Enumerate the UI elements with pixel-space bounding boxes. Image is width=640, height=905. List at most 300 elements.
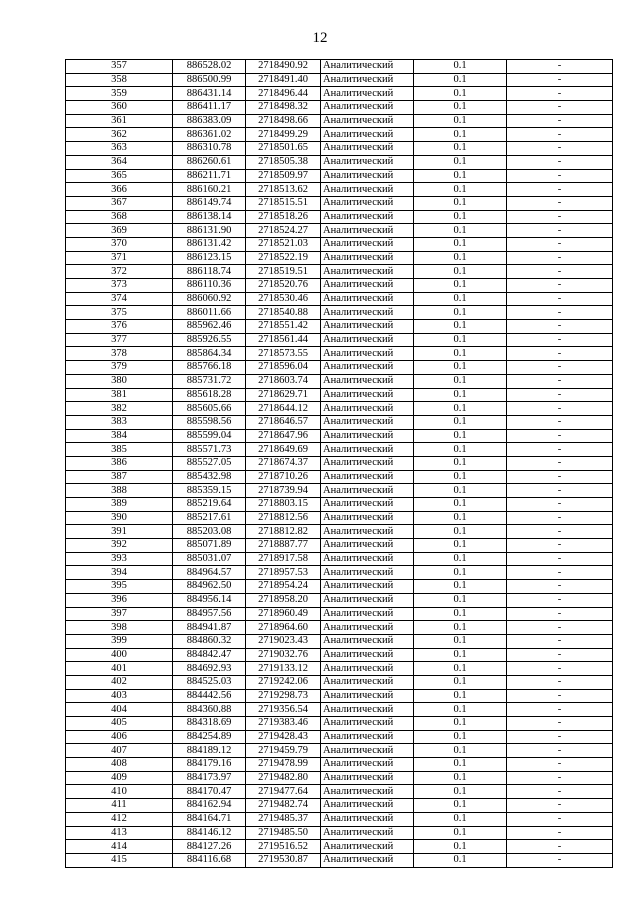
accuracy-cell: 0.1 xyxy=(414,785,507,799)
table-row xyxy=(66,142,613,156)
table-row xyxy=(66,498,613,512)
note-cell: - xyxy=(507,607,613,621)
accuracy-cell: 0.1 xyxy=(414,511,507,525)
note-cell: - xyxy=(507,826,613,840)
method-cell: Аналитический xyxy=(321,347,414,361)
table-row xyxy=(66,279,613,293)
x-coordinate-cell: 885071.89 xyxy=(173,539,246,553)
point-number-cell: 369 xyxy=(66,224,173,238)
y-coordinate-cell: 2719023.43 xyxy=(246,634,321,648)
accuracy-cell: 0.1 xyxy=(414,374,507,388)
y-coordinate-cell: 2719482.80 xyxy=(246,771,321,785)
method-cell: Аналитический xyxy=(321,634,414,648)
method-cell: Аналитический xyxy=(321,114,414,128)
point-number-cell: 366 xyxy=(66,183,173,197)
method-cell: Аналитический xyxy=(321,456,414,470)
point-number-cell: 360 xyxy=(66,101,173,115)
note-cell: - xyxy=(507,60,613,74)
x-coordinate-cell: 886160.21 xyxy=(173,183,246,197)
method-cell: Аналитический xyxy=(321,374,414,388)
note-cell: - xyxy=(507,142,613,156)
accuracy-cell: 0.1 xyxy=(414,840,507,854)
note-cell: - xyxy=(507,169,613,183)
point-number-cell: 403 xyxy=(66,689,173,703)
method-cell: Аналитический xyxy=(321,689,414,703)
method-cell: Аналитический xyxy=(321,183,414,197)
method-cell: Аналитический xyxy=(321,662,414,676)
accuracy-cell: 0.1 xyxy=(414,155,507,169)
method-cell: Аналитический xyxy=(321,292,414,306)
y-coordinate-cell: 2719356.54 xyxy=(246,703,321,717)
y-coordinate-cell: 2719133.12 xyxy=(246,662,321,676)
point-number-cell: 410 xyxy=(66,785,173,799)
note-cell: - xyxy=(507,771,613,785)
x-coordinate-cell: 884164.71 xyxy=(173,812,246,826)
method-cell: Аналитический xyxy=(321,196,414,210)
table-row xyxy=(66,470,613,484)
note-cell: - xyxy=(507,785,613,799)
accuracy-cell: 0.1 xyxy=(414,799,507,813)
method-cell: Аналитический xyxy=(321,511,414,525)
table-row xyxy=(66,799,613,813)
accuracy-cell: 0.1 xyxy=(414,60,507,74)
point-number-cell: 388 xyxy=(66,484,173,498)
point-number-cell: 408 xyxy=(66,758,173,772)
accuracy-cell: 0.1 xyxy=(414,402,507,416)
point-number-cell: 382 xyxy=(66,402,173,416)
accuracy-cell: 0.1 xyxy=(414,169,507,183)
x-coordinate-cell: 885605.66 xyxy=(173,402,246,416)
x-coordinate-cell: 885766.18 xyxy=(173,361,246,375)
point-number-cell: 359 xyxy=(66,87,173,101)
method-cell: Аналитический xyxy=(321,621,414,635)
x-coordinate-cell: 886131.42 xyxy=(173,237,246,251)
y-coordinate-cell: 2719032.76 xyxy=(246,648,321,662)
accuracy-cell: 0.1 xyxy=(414,662,507,676)
y-coordinate-cell: 2718629.71 xyxy=(246,388,321,402)
accuracy-cell: 0.1 xyxy=(414,320,507,334)
note-cell: - xyxy=(507,279,613,293)
y-coordinate-cell: 2718490.92 xyxy=(246,60,321,74)
table-row xyxy=(66,320,613,334)
table-row xyxy=(66,374,613,388)
y-coordinate-cell: 2718561.44 xyxy=(246,333,321,347)
point-number-cell: 411 xyxy=(66,799,173,813)
method-cell: Аналитический xyxy=(321,607,414,621)
accuracy-cell: 0.1 xyxy=(414,580,507,594)
method-cell: Аналитический xyxy=(321,306,414,320)
accuracy-cell: 0.1 xyxy=(414,470,507,484)
accuracy-cell: 0.1 xyxy=(414,812,507,826)
table-row xyxy=(66,73,613,87)
accuracy-cell: 0.1 xyxy=(414,675,507,689)
note-cell: - xyxy=(507,812,613,826)
table-row xyxy=(66,853,613,867)
method-cell: Аналитический xyxy=(321,402,414,416)
y-coordinate-cell: 2718573.55 xyxy=(246,347,321,361)
accuracy-cell: 0.1 xyxy=(414,648,507,662)
table-row xyxy=(66,593,613,607)
y-coordinate-cell: 2718674.37 xyxy=(246,456,321,470)
x-coordinate-cell: 886138.14 xyxy=(173,210,246,224)
point-number-cell: 398 xyxy=(66,621,173,635)
point-number-cell: 378 xyxy=(66,347,173,361)
table-row xyxy=(66,621,613,635)
table-row xyxy=(66,634,613,648)
x-coordinate-cell: 884173.97 xyxy=(173,771,246,785)
table-row xyxy=(66,840,613,854)
table-row xyxy=(66,388,613,402)
point-number-cell: 373 xyxy=(66,279,173,293)
point-number-cell: 392 xyxy=(66,539,173,553)
x-coordinate-cell: 886011.66 xyxy=(173,306,246,320)
note-cell: - xyxy=(507,689,613,703)
table-row xyxy=(66,525,613,539)
method-cell: Аналитический xyxy=(321,155,414,169)
accuracy-cell: 0.1 xyxy=(414,196,507,210)
table-row xyxy=(66,251,613,265)
accuracy-cell: 0.1 xyxy=(414,744,507,758)
y-coordinate-cell: 2718520.76 xyxy=(246,279,321,293)
point-number-cell: 412 xyxy=(66,812,173,826)
accuracy-cell: 0.1 xyxy=(414,429,507,443)
note-cell: - xyxy=(507,593,613,607)
x-coordinate-cell: 885217.61 xyxy=(173,511,246,525)
accuracy-cell: 0.1 xyxy=(414,361,507,375)
y-coordinate-cell: 2719298.73 xyxy=(246,689,321,703)
point-number-cell: 375 xyxy=(66,306,173,320)
method-cell: Аналитический xyxy=(321,552,414,566)
note-cell: - xyxy=(507,443,613,457)
note-cell: - xyxy=(507,744,613,758)
accuracy-cell: 0.1 xyxy=(414,621,507,635)
method-cell: Аналитический xyxy=(321,484,414,498)
x-coordinate-cell: 884116.68 xyxy=(173,853,246,867)
x-coordinate-cell: 885203.08 xyxy=(173,525,246,539)
x-coordinate-cell: 884360.88 xyxy=(173,703,246,717)
method-cell: Аналитический xyxy=(321,703,414,717)
y-coordinate-cell: 2718509.97 xyxy=(246,169,321,183)
accuracy-cell: 0.1 xyxy=(414,730,507,744)
point-number-cell: 397 xyxy=(66,607,173,621)
y-coordinate-cell: 2719428.43 xyxy=(246,730,321,744)
note-cell: - xyxy=(507,484,613,498)
note-cell: - xyxy=(507,101,613,115)
accuracy-cell: 0.1 xyxy=(414,634,507,648)
x-coordinate-cell: 886131.90 xyxy=(173,224,246,238)
point-number-cell: 357 xyxy=(66,60,173,74)
accuracy-cell: 0.1 xyxy=(414,689,507,703)
x-coordinate-cell: 884860.32 xyxy=(173,634,246,648)
page-number: 12 xyxy=(312,30,328,46)
y-coordinate-cell: 2719477.64 xyxy=(246,785,321,799)
point-number-cell: 400 xyxy=(66,648,173,662)
y-coordinate-cell: 2718522.19 xyxy=(246,251,321,265)
x-coordinate-cell: 886118.74 xyxy=(173,265,246,279)
point-number-cell: 387 xyxy=(66,470,173,484)
accuracy-cell: 0.1 xyxy=(414,87,507,101)
y-coordinate-cell: 2718644.12 xyxy=(246,402,321,416)
accuracy-cell: 0.1 xyxy=(414,566,507,580)
point-number-cell: 362 xyxy=(66,128,173,142)
x-coordinate-cell: 885432.98 xyxy=(173,470,246,484)
x-coordinate-cell: 884957.56 xyxy=(173,607,246,621)
y-coordinate-cell: 2718960.49 xyxy=(246,607,321,621)
method-cell: Аналитический xyxy=(321,210,414,224)
table-row xyxy=(66,744,613,758)
point-number-cell: 384 xyxy=(66,429,173,443)
note-cell: - xyxy=(507,320,613,334)
y-coordinate-cell: 2718519.51 xyxy=(246,265,321,279)
note-cell: - xyxy=(507,183,613,197)
accuracy-cell: 0.1 xyxy=(414,607,507,621)
y-coordinate-cell: 2719482.74 xyxy=(246,799,321,813)
accuracy-cell: 0.1 xyxy=(414,333,507,347)
note-cell: - xyxy=(507,730,613,744)
y-coordinate-cell: 2718596.04 xyxy=(246,361,321,375)
x-coordinate-cell: 885598.56 xyxy=(173,415,246,429)
accuracy-cell: 0.1 xyxy=(414,128,507,142)
y-coordinate-cell: 2718505.38 xyxy=(246,155,321,169)
point-number-cell: 385 xyxy=(66,443,173,457)
note-cell: - xyxy=(507,210,613,224)
x-coordinate-cell: 884254.89 xyxy=(173,730,246,744)
point-number-cell: 399 xyxy=(66,634,173,648)
note-cell: - xyxy=(507,429,613,443)
point-number-cell: 371 xyxy=(66,251,173,265)
x-coordinate-cell: 885219.64 xyxy=(173,498,246,512)
method-cell: Аналитический xyxy=(321,826,414,840)
method-cell: Аналитический xyxy=(321,265,414,279)
point-number-cell: 380 xyxy=(66,374,173,388)
method-cell: Аналитический xyxy=(321,812,414,826)
y-coordinate-cell: 2718496.44 xyxy=(246,87,321,101)
method-cell: Аналитический xyxy=(321,717,414,731)
point-number-cell: 414 xyxy=(66,840,173,854)
point-number-cell: 379 xyxy=(66,361,173,375)
table-row xyxy=(66,730,613,744)
table-row xyxy=(66,347,613,361)
note-cell: - xyxy=(507,388,613,402)
point-number-cell: 386 xyxy=(66,456,173,470)
table-row xyxy=(66,101,613,115)
x-coordinate-cell: 884941.87 xyxy=(173,621,246,635)
method-cell: Аналитический xyxy=(321,279,414,293)
method-cell: Аналитический xyxy=(321,744,414,758)
table-row xyxy=(66,306,613,320)
y-coordinate-cell: 2718603.74 xyxy=(246,374,321,388)
note-cell: - xyxy=(507,580,613,594)
method-cell: Аналитический xyxy=(321,785,414,799)
note-cell: - xyxy=(507,675,613,689)
note-cell: - xyxy=(507,498,613,512)
method-cell: Аналитический xyxy=(321,593,414,607)
x-coordinate-cell: 885864.34 xyxy=(173,347,246,361)
y-coordinate-cell: 2718739.94 xyxy=(246,484,321,498)
table-row xyxy=(66,183,613,197)
y-coordinate-cell: 2719242.06 xyxy=(246,675,321,689)
x-coordinate-cell: 886431.14 xyxy=(173,87,246,101)
x-coordinate-cell: 885962.46 xyxy=(173,320,246,334)
point-number-cell: 395 xyxy=(66,580,173,594)
y-coordinate-cell: 2718917.58 xyxy=(246,552,321,566)
note-cell: - xyxy=(507,840,613,854)
table-row xyxy=(66,361,613,375)
y-coordinate-cell: 2718498.32 xyxy=(246,101,321,115)
y-coordinate-cell: 2718647.96 xyxy=(246,429,321,443)
point-number-cell: 363 xyxy=(66,142,173,156)
table-row xyxy=(66,675,613,689)
note-cell: - xyxy=(507,470,613,484)
method-cell: Аналитический xyxy=(321,142,414,156)
coordinates-table xyxy=(65,59,613,868)
table-row xyxy=(66,415,613,429)
y-coordinate-cell: 2718812.56 xyxy=(246,511,321,525)
point-number-cell: 383 xyxy=(66,415,173,429)
accuracy-cell: 0.1 xyxy=(414,292,507,306)
note-cell: - xyxy=(507,402,613,416)
table-row xyxy=(66,87,613,101)
note-cell: - xyxy=(507,155,613,169)
y-coordinate-cell: 2718521.03 xyxy=(246,237,321,251)
accuracy-cell: 0.1 xyxy=(414,265,507,279)
x-coordinate-cell: 884127.26 xyxy=(173,840,246,854)
x-coordinate-cell: 884442.56 xyxy=(173,689,246,703)
x-coordinate-cell: 886411.17 xyxy=(173,101,246,115)
accuracy-cell: 0.1 xyxy=(414,717,507,731)
accuracy-cell: 0.1 xyxy=(414,251,507,265)
table-row xyxy=(66,155,613,169)
y-coordinate-cell: 2719530.87 xyxy=(246,853,321,867)
table-row xyxy=(66,771,613,785)
point-number-cell: 389 xyxy=(66,498,173,512)
accuracy-cell: 0.1 xyxy=(414,347,507,361)
method-cell: Аналитический xyxy=(321,525,414,539)
point-number-cell: 390 xyxy=(66,511,173,525)
y-coordinate-cell: 2718646.57 xyxy=(246,415,321,429)
note-cell: - xyxy=(507,347,613,361)
x-coordinate-cell: 886211.71 xyxy=(173,169,246,183)
table-row xyxy=(66,210,613,224)
y-coordinate-cell: 2718812.82 xyxy=(246,525,321,539)
x-coordinate-cell: 884189.12 xyxy=(173,744,246,758)
x-coordinate-cell: 884964.57 xyxy=(173,566,246,580)
accuracy-cell: 0.1 xyxy=(414,539,507,553)
note-cell: - xyxy=(507,525,613,539)
method-cell: Аналитический xyxy=(321,224,414,238)
table-row xyxy=(66,484,613,498)
y-coordinate-cell: 2718498.66 xyxy=(246,114,321,128)
y-coordinate-cell: 2718887.77 xyxy=(246,539,321,553)
accuracy-cell: 0.1 xyxy=(414,525,507,539)
method-cell: Аналитический xyxy=(321,498,414,512)
x-coordinate-cell: 885618.28 xyxy=(173,388,246,402)
note-cell: - xyxy=(507,333,613,347)
y-coordinate-cell: 2719383.46 xyxy=(246,717,321,731)
x-coordinate-cell: 886528.02 xyxy=(173,60,246,74)
method-cell: Аналитический xyxy=(321,853,414,867)
x-coordinate-cell: 885731.72 xyxy=(173,374,246,388)
note-cell: - xyxy=(507,552,613,566)
method-cell: Аналитический xyxy=(321,320,414,334)
note-cell: - xyxy=(507,73,613,87)
method-cell: Аналитический xyxy=(321,128,414,142)
table-row xyxy=(66,552,613,566)
note-cell: - xyxy=(507,265,613,279)
method-cell: Аналитический xyxy=(321,73,414,87)
x-coordinate-cell: 884179.16 xyxy=(173,758,246,772)
y-coordinate-cell: 2718518.26 xyxy=(246,210,321,224)
y-coordinate-cell: 2719478.99 xyxy=(246,758,321,772)
note-cell: - xyxy=(507,539,613,553)
y-coordinate-cell: 2718649.69 xyxy=(246,443,321,457)
point-number-cell: 391 xyxy=(66,525,173,539)
y-coordinate-cell: 2718499.29 xyxy=(246,128,321,142)
table-row xyxy=(66,237,613,251)
method-cell: Аналитический xyxy=(321,169,414,183)
table-row xyxy=(66,429,613,443)
accuracy-cell: 0.1 xyxy=(414,388,507,402)
x-coordinate-cell: 884318.69 xyxy=(173,717,246,731)
y-coordinate-cell: 2718540.88 xyxy=(246,306,321,320)
table-row xyxy=(66,224,613,238)
x-coordinate-cell: 884962.50 xyxy=(173,580,246,594)
x-coordinate-cell: 886383.09 xyxy=(173,114,246,128)
note-cell: - xyxy=(507,128,613,142)
note-cell: - xyxy=(507,703,613,717)
point-number-cell: 376 xyxy=(66,320,173,334)
method-cell: Аналитический xyxy=(321,580,414,594)
point-number-cell: 396 xyxy=(66,593,173,607)
x-coordinate-cell: 884956.14 xyxy=(173,593,246,607)
x-coordinate-cell: 886123.15 xyxy=(173,251,246,265)
point-number-cell: 381 xyxy=(66,388,173,402)
accuracy-cell: 0.1 xyxy=(414,279,507,293)
point-number-cell: 361 xyxy=(66,114,173,128)
accuracy-cell: 0.1 xyxy=(414,224,507,238)
accuracy-cell: 0.1 xyxy=(414,552,507,566)
method-cell: Аналитический xyxy=(321,443,414,457)
x-coordinate-cell: 884525.03 xyxy=(173,675,246,689)
y-coordinate-cell: 2719459.79 xyxy=(246,744,321,758)
method-cell: Аналитический xyxy=(321,429,414,443)
y-coordinate-cell: 2718491.40 xyxy=(246,73,321,87)
table-row xyxy=(66,114,613,128)
method-cell: Аналитический xyxy=(321,675,414,689)
point-number-cell: 409 xyxy=(66,771,173,785)
table-row xyxy=(66,60,613,74)
x-coordinate-cell: 884692.93 xyxy=(173,662,246,676)
point-number-cell: 415 xyxy=(66,853,173,867)
point-number-cell: 370 xyxy=(66,237,173,251)
point-number-cell: 402 xyxy=(66,675,173,689)
y-coordinate-cell: 2719485.37 xyxy=(246,812,321,826)
point-number-cell: 413 xyxy=(66,826,173,840)
point-number-cell: 364 xyxy=(66,155,173,169)
x-coordinate-cell: 884146.12 xyxy=(173,826,246,840)
method-cell: Аналитический xyxy=(321,470,414,484)
method-cell: Аналитический xyxy=(321,251,414,265)
table-row xyxy=(66,265,613,279)
method-cell: Аналитический xyxy=(321,87,414,101)
y-coordinate-cell: 2718515.51 xyxy=(246,196,321,210)
y-coordinate-cell: 2718551.42 xyxy=(246,320,321,334)
point-number-cell: 368 xyxy=(66,210,173,224)
y-coordinate-cell: 2719516.52 xyxy=(246,840,321,854)
accuracy-cell: 0.1 xyxy=(414,758,507,772)
y-coordinate-cell: 2718710.26 xyxy=(246,470,321,484)
note-cell: - xyxy=(507,634,613,648)
